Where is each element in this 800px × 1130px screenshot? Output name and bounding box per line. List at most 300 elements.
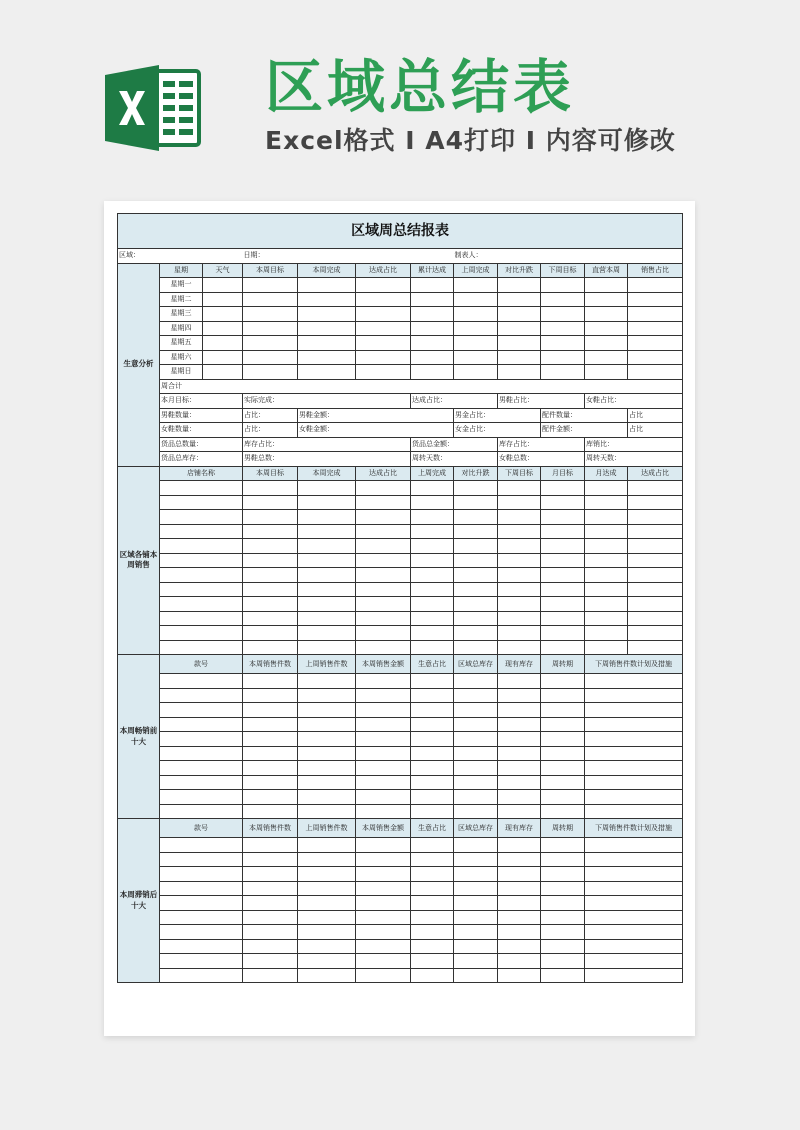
ranking-row [118, 746, 683, 761]
column-header: 上周完成 [454, 263, 498, 278]
table-cell [585, 350, 628, 365]
table-cell [454, 495, 498, 510]
table-cell [298, 292, 356, 307]
table-cell [243, 732, 298, 747]
table-cell [356, 867, 411, 882]
ranking-row [118, 968, 683, 983]
table-cell [454, 365, 498, 380]
table-cell [454, 539, 498, 554]
table-cell [411, 539, 454, 554]
table-cell [160, 910, 243, 925]
table-cell [203, 321, 243, 336]
table-cell [541, 336, 585, 351]
table-cell [541, 775, 585, 790]
table-cell [356, 495, 411, 510]
table-cell [411, 321, 454, 336]
shop-row [118, 582, 683, 597]
report-title: 区域周总结报表 [118, 214, 683, 249]
table-cell [498, 481, 541, 496]
ranking-row [118, 761, 683, 776]
table-cell [160, 761, 243, 776]
info-row [118, 437, 683, 452]
column-header: 下周目标 [498, 466, 541, 481]
table-cell [160, 852, 243, 867]
info-cell: 配件金额： [541, 423, 628, 438]
table-cell [498, 611, 541, 626]
shop-row [118, 539, 683, 554]
table-cell [243, 307, 298, 322]
table-cell [585, 881, 683, 896]
table-cell [411, 495, 454, 510]
table-cell [298, 717, 356, 732]
weekday-cell: 星期五 [160, 336, 203, 351]
table-cell [628, 292, 683, 307]
weekday-row [118, 278, 683, 293]
table-cell [541, 910, 585, 925]
date-label: 日期： [243, 249, 454, 264]
table-cell [356, 852, 411, 867]
table-cell [541, 278, 585, 293]
info-cell: 货品总数量： [160, 437, 243, 452]
table-cell [498, 321, 541, 336]
table-cell [498, 307, 541, 322]
table-cell [243, 597, 298, 612]
table-cell [585, 688, 683, 703]
column-header: 区域总库存 [454, 819, 498, 838]
table-cell [298, 350, 356, 365]
info-row [118, 408, 683, 423]
table-cell [541, 761, 585, 776]
table-cell [585, 278, 628, 293]
table-cell [298, 582, 356, 597]
table-cell [160, 539, 243, 554]
table-cell [160, 495, 243, 510]
table-cell [498, 881, 541, 896]
table-cell [411, 350, 454, 365]
column-header: 星期 [160, 263, 203, 278]
table-cell [298, 321, 356, 336]
table-cell [585, 761, 683, 776]
column-header: 现有库存 [498, 819, 541, 838]
info-cell: 男鞋数量： [160, 408, 243, 423]
table-cell [541, 553, 585, 568]
table-cell [541, 539, 585, 554]
table-cell [160, 746, 243, 761]
info-cell: 货品总金额： [411, 437, 498, 452]
table-cell [541, 597, 585, 612]
table-cell [585, 307, 628, 322]
table-cell [498, 925, 541, 940]
column-header: 对比升跌 [498, 263, 541, 278]
ranking-row [118, 732, 683, 747]
table-cell [541, 582, 585, 597]
table-cell [498, 292, 541, 307]
table-cell [356, 732, 411, 747]
table-cell [356, 790, 411, 805]
table-cell [585, 582, 628, 597]
table-cell [454, 640, 498, 655]
column-header: 月目标 [541, 466, 585, 481]
section-shops: 区域各铺本周销售 [118, 466, 160, 655]
table-cell [454, 582, 498, 597]
table-cell [411, 597, 454, 612]
table-cell [298, 674, 356, 689]
table-cell [498, 365, 541, 380]
table-cell [454, 838, 498, 853]
info-cell: 占比 [628, 408, 683, 423]
table-cell [585, 775, 683, 790]
table-cell [628, 568, 683, 583]
weekday-row [118, 292, 683, 307]
table-cell [160, 582, 243, 597]
column-header: 累计达成 [411, 263, 454, 278]
table-cell [243, 611, 298, 626]
table-cell [356, 524, 411, 539]
table-cell [454, 350, 498, 365]
table-cell [541, 510, 585, 525]
shop-row [118, 611, 683, 626]
table-cell [541, 939, 585, 954]
section-bottom10: 本周滞销后十大 [118, 819, 160, 983]
table-cell [160, 968, 243, 983]
table-cell [454, 746, 498, 761]
ranking-row [118, 925, 683, 940]
table-cell [243, 804, 298, 819]
table-cell [298, 925, 356, 940]
shops-header-row [118, 466, 683, 481]
table-cell [411, 910, 454, 925]
table-cell [356, 539, 411, 554]
table-cell [541, 568, 585, 583]
table-cell [298, 804, 356, 819]
table-cell [498, 775, 541, 790]
table-cell [298, 954, 356, 969]
table-cell [628, 640, 683, 655]
table-cell [454, 790, 498, 805]
table-cell [541, 804, 585, 819]
table-cell [498, 568, 541, 583]
table-cell [541, 968, 585, 983]
table-cell [243, 674, 298, 689]
table-cell [356, 968, 411, 983]
table-cell [160, 954, 243, 969]
table-cell [243, 775, 298, 790]
table-cell [585, 553, 628, 568]
table-cell [356, 761, 411, 776]
table-cell [356, 510, 411, 525]
table-cell [541, 867, 585, 882]
table-cell [498, 640, 541, 655]
table-cell [243, 954, 298, 969]
table-cell [411, 852, 454, 867]
weekday-row [118, 336, 683, 351]
table-cell [243, 717, 298, 732]
table-cell [356, 939, 411, 954]
table-cell [454, 939, 498, 954]
info-cell: 库存占比： [498, 437, 585, 452]
table-cell [411, 510, 454, 525]
table-cell [298, 495, 356, 510]
info-cell: 库存占比： [243, 437, 411, 452]
table-cell [298, 626, 356, 641]
ranking-row [118, 790, 683, 805]
table-cell [541, 688, 585, 703]
table-cell [356, 775, 411, 790]
column-header: 款号 [160, 655, 243, 674]
table-cell [356, 553, 411, 568]
table-cell [411, 925, 454, 940]
table-cell [411, 568, 454, 583]
column-header: 生意占比 [411, 655, 454, 674]
info-cell: 男金占比： [454, 408, 541, 423]
table-cell [160, 568, 243, 583]
page-subtitle: Excel格式 I A4打印 I 内容可修改 [265, 126, 676, 155]
weekday-row [118, 321, 683, 336]
table-cell [298, 365, 356, 380]
ranking-row [118, 852, 683, 867]
table-cell [628, 321, 683, 336]
column-header: 月达成 [585, 466, 628, 481]
week-total-label: 周合计 [160, 379, 683, 394]
table-cell [298, 746, 356, 761]
ranking-row [118, 674, 683, 689]
preparer-label: 制表人： [454, 249, 683, 264]
table-cell [454, 321, 498, 336]
table-cell [160, 925, 243, 940]
table-cell [628, 611, 683, 626]
table-cell [454, 881, 498, 896]
table-cell [356, 321, 411, 336]
ranking-row [118, 703, 683, 718]
table-cell [585, 867, 683, 882]
table-cell [411, 481, 454, 496]
table-cell [628, 481, 683, 496]
table-cell [356, 896, 411, 911]
table-cell [298, 336, 356, 351]
table-cell [585, 910, 683, 925]
table-cell [243, 939, 298, 954]
info-cell: 女鞋数量： [160, 423, 243, 438]
table-cell [243, 746, 298, 761]
table-cell [541, 954, 585, 969]
column-header: 本周销售件数 [243, 655, 298, 674]
ranking-row [118, 881, 683, 896]
table-cell [498, 896, 541, 911]
table-cell [498, 539, 541, 554]
table-cell [411, 524, 454, 539]
table-cell [628, 365, 683, 380]
table-cell [498, 674, 541, 689]
table-cell [541, 925, 585, 940]
table-cell [298, 510, 356, 525]
table-cell [243, 968, 298, 983]
ranking-header-row [118, 655, 683, 674]
table-cell [356, 365, 411, 380]
column-header: 本周目标 [243, 263, 298, 278]
table-cell [356, 597, 411, 612]
info-cell: 达成占比： [411, 394, 498, 409]
table-cell [298, 553, 356, 568]
table-cell [243, 852, 298, 867]
table-cell [243, 524, 298, 539]
table-cell [356, 804, 411, 819]
table-cell [243, 278, 298, 293]
table-cell [585, 896, 683, 911]
table-cell [541, 881, 585, 896]
table-cell [298, 838, 356, 853]
table-cell [541, 790, 585, 805]
ranking-row [118, 954, 683, 969]
table-cell [356, 307, 411, 322]
table-cell [160, 510, 243, 525]
table-cell [585, 732, 683, 747]
business-header-row [118, 263, 683, 278]
table-cell [356, 568, 411, 583]
column-header: 本周销售金额 [356, 655, 411, 674]
info-cell: 男鞋总数： [243, 452, 411, 467]
table-cell [585, 925, 683, 940]
region-label: 区域： [118, 249, 243, 264]
table-cell [243, 626, 298, 641]
table-cell [585, 481, 628, 496]
column-header: 本周完成 [298, 466, 356, 481]
table-cell [628, 582, 683, 597]
column-header: 上周销售件数 [298, 819, 356, 838]
table-cell [454, 867, 498, 882]
info-row [118, 423, 683, 438]
table-cell [356, 717, 411, 732]
column-header: 周转期 [541, 819, 585, 838]
table-cell [203, 307, 243, 322]
table-cell [454, 510, 498, 525]
table-cell [356, 688, 411, 703]
table-cell [411, 954, 454, 969]
shop-row [118, 626, 683, 641]
table-cell [498, 336, 541, 351]
table-cell [411, 804, 454, 819]
table-cell [498, 732, 541, 747]
table-cell [498, 626, 541, 641]
table-cell [160, 867, 243, 882]
table-cell [628, 539, 683, 554]
table-cell [243, 495, 298, 510]
table-cell [454, 674, 498, 689]
table-cell [454, 717, 498, 732]
shop-row [118, 640, 683, 655]
column-header: 达成占比 [356, 466, 411, 481]
table-cell [243, 925, 298, 940]
week-total-row [118, 379, 683, 394]
table-cell [585, 790, 683, 805]
table-cell [160, 674, 243, 689]
table-cell [298, 732, 356, 747]
info-cell: 女金占比： [454, 423, 541, 438]
table-cell [298, 524, 356, 539]
shop-row [118, 553, 683, 568]
table-cell [298, 688, 356, 703]
table-cell [454, 481, 498, 496]
column-header: 上周销售件数 [298, 655, 356, 674]
table-cell [541, 292, 585, 307]
table-cell [454, 626, 498, 641]
table-cell [498, 717, 541, 732]
table-cell [243, 761, 298, 776]
table-cell [411, 732, 454, 747]
table-cell [160, 881, 243, 896]
table-cell [243, 790, 298, 805]
table-cell [356, 910, 411, 925]
table-cell [585, 539, 628, 554]
table-cell [585, 968, 683, 983]
table-cell [243, 481, 298, 496]
table-cell [411, 278, 454, 293]
shop-row [118, 495, 683, 510]
table-cell [411, 307, 454, 322]
table-cell [298, 611, 356, 626]
excel-logo-icon [103, 63, 203, 153]
table-cell [498, 939, 541, 954]
table-cell [243, 321, 298, 336]
table-cell [243, 896, 298, 911]
table-cell [541, 307, 585, 322]
column-header: 下周销售件数计划及措施 [585, 819, 683, 838]
table-cell [628, 278, 683, 293]
table-cell [411, 553, 454, 568]
table-cell [498, 597, 541, 612]
table-cell [298, 539, 356, 554]
table-cell [160, 790, 243, 805]
table-cell [160, 775, 243, 790]
table-cell [298, 278, 356, 293]
table-cell [356, 481, 411, 496]
section-business: 生意分析 [118, 263, 160, 466]
ranking-row [118, 939, 683, 954]
table-cell [411, 775, 454, 790]
column-header: 周转期 [541, 655, 585, 674]
table-cell [454, 896, 498, 911]
table-cell [298, 896, 356, 911]
table-cell [356, 582, 411, 597]
table-cell [411, 896, 454, 911]
table-cell [541, 838, 585, 853]
table-cell [298, 703, 356, 718]
table-cell [498, 495, 541, 510]
info-cell: 周转天数： [411, 452, 498, 467]
table-cell [160, 688, 243, 703]
table-cell [243, 553, 298, 568]
table-cell [160, 703, 243, 718]
table-cell [356, 954, 411, 969]
table-cell [411, 674, 454, 689]
table-cell [160, 732, 243, 747]
column-header: 本周完成 [298, 263, 356, 278]
table-cell [298, 761, 356, 776]
table-cell [498, 838, 541, 853]
table-cell [628, 553, 683, 568]
table-cell [541, 896, 585, 911]
table-cell [628, 524, 683, 539]
table-cell [411, 292, 454, 307]
table-cell [243, 703, 298, 718]
table-cell [585, 640, 628, 655]
table-cell [454, 336, 498, 351]
info-row [118, 452, 683, 467]
table-cell [628, 336, 683, 351]
table-cell [454, 292, 498, 307]
table-cell [454, 568, 498, 583]
ranking-header-row [118, 819, 683, 838]
table-cell [356, 278, 411, 293]
